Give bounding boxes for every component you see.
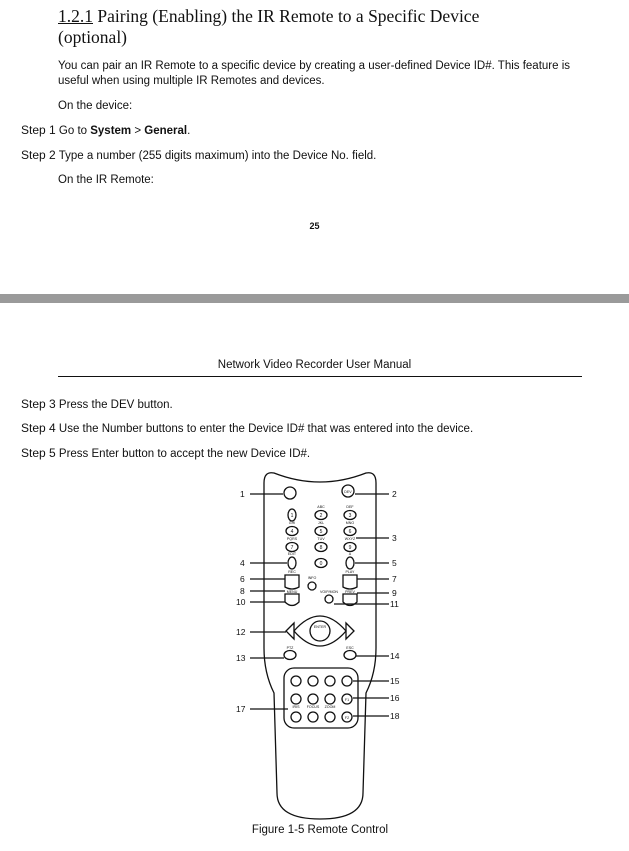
callout-2: 2	[392, 489, 397, 499]
step-label: Step 2	[21, 148, 56, 162]
step-4-text: Use the Number buttons to enter the Device ID# that was entered into the device.	[58, 423, 474, 435]
enter-button	[310, 621, 330, 641]
play-button	[343, 575, 357, 589]
callout-7: 7	[392, 574, 397, 584]
rec-key-label: REC	[288, 570, 296, 574]
step-1	[21, 123, 611, 139]
menu-general: General	[144, 125, 188, 137]
running-header: Network Video Recorder User Manual	[217, 359, 412, 371]
prev-key-label: PREV	[345, 590, 355, 594]
info-key-label: INFO	[307, 576, 317, 580]
pqrs-key-label: PQRS	[286, 537, 298, 541]
menu-key-label: MENU	[286, 590, 298, 594]
step-label: Step 3	[21, 397, 56, 411]
rec-button	[285, 575, 299, 589]
zoom-key-label: ZOOM	[324, 705, 336, 709]
menu-separator: >	[131, 125, 145, 137]
page-25	[0, 0, 629, 294]
menu-button	[285, 594, 299, 606]
tuv-key-label: TUV	[317, 537, 325, 541]
a-button	[346, 557, 354, 569]
menu-system: System	[90, 125, 132, 137]
intro-line-2: useful when using multiple IR Remotes and devices.	[58, 75, 325, 87]
step-1-text: Go to	[58, 125, 91, 137]
step-2	[21, 148, 611, 164]
callout-11: 11	[390, 599, 399, 609]
digit-1-label: 1	[290, 513, 294, 519]
wxyz-key-label: WXYZ	[344, 537, 356, 541]
digit-5-label: 5	[319, 529, 323, 535]
dev-key-label: DEV	[344, 490, 352, 494]
callout-4: 4	[240, 558, 245, 568]
esc-key-label: ESC	[346, 646, 354, 650]
intro-paragraph	[58, 59, 588, 89]
section-title-text: Pairing (Enabling) the IR Remote to a Specific Device	[97, 6, 480, 26]
digit-8-label: 8	[319, 545, 323, 551]
play-key-label: PLAY	[345, 570, 355, 574]
info-button	[308, 582, 316, 590]
page-separator	[0, 294, 629, 303]
callout-3: 3	[392, 533, 397, 543]
ptz-button	[284, 651, 296, 660]
callout-9: 9	[392, 588, 397, 598]
function-keys	[291, 676, 352, 722]
callout-14: 14	[390, 651, 400, 661]
iris-key-label: IRIS	[292, 705, 300, 709]
abc-key-label: ABC	[317, 505, 325, 509]
callout-10: 10	[236, 597, 246, 607]
remote-control-figure	[226, 463, 416, 831]
digit-7-label: 7	[290, 545, 294, 551]
header-rule	[58, 376, 582, 377]
callout-15: 15	[390, 676, 400, 686]
ptz-key-label: PTZ	[286, 646, 294, 650]
power-button	[284, 487, 296, 499]
step-label: Step 1	[21, 123, 56, 137]
step-5-text: Press Enter button to accept the new Device ID#.	[58, 448, 311, 460]
remote-control-drawing	[226, 463, 416, 831]
step-3	[21, 397, 611, 413]
section-number: 1.2.1	[58, 6, 93, 26]
digit-2-label: 2	[319, 513, 323, 519]
callout-8: 8	[240, 586, 245, 596]
step-5	[21, 446, 611, 462]
callout-1: 1	[240, 489, 245, 499]
edit-button	[288, 557, 296, 569]
edit-key-label: EDIT	[287, 552, 297, 556]
a-key-label: A	[348, 552, 352, 556]
voip-button	[325, 595, 333, 603]
left-arrow-icon	[286, 623, 294, 639]
intro-line-1: You can pair an IR Remote to a specific device by creating a user-defined Device ID#. This feature is	[58, 60, 571, 72]
page-26	[0, 303, 629, 851]
callout-17: 17	[236, 704, 246, 714]
step-4	[21, 421, 611, 437]
jkl-key-label: JKL	[317, 521, 325, 525]
right-arrow-icon	[346, 623, 354, 639]
on-device-label: On the device:	[58, 100, 133, 112]
callout-16: 16	[390, 693, 400, 703]
esc-button	[344, 651, 356, 660]
callout-18: 18	[390, 711, 400, 721]
f1-key-label: F1	[344, 698, 350, 702]
digit-9-label: 9	[348, 545, 352, 551]
enter-key-label: ENTER	[313, 625, 327, 629]
on-remote-label: On the IR Remote:	[58, 174, 154, 186]
mno-key-label: MNO	[345, 521, 355, 525]
voip-key-label: VOIP/MON	[320, 590, 338, 594]
focus-key-label: FOCUS	[306, 705, 320, 709]
figure-caption: Figure 1-5 Remote Control	[251, 824, 389, 836]
step-1-end: .	[187, 125, 191, 137]
digit-4-label: 4	[290, 529, 294, 535]
callout-13: 13	[236, 653, 246, 663]
digit-0-label: 0	[319, 561, 323, 567]
callout-12: 12	[236, 627, 246, 637]
digit-3-label: 3	[348, 513, 352, 519]
step-label: Step 5	[21, 446, 56, 460]
step-label: Step 4	[21, 421, 56, 435]
ghi-key-label: GHI	[288, 521, 296, 525]
step-3-text: Press the DEV button.	[58, 399, 173, 411]
digit-6-label: 6	[348, 529, 352, 535]
callout-5: 5	[392, 558, 397, 568]
section-heading	[58, 6, 578, 48]
callout-6: 6	[240, 574, 245, 584]
f2-key-label: F2	[344, 716, 350, 720]
step-2-text: Type a number (255 digits maximum) into the Device No. field.	[58, 150, 377, 162]
section-title-line2: (optional)	[58, 27, 128, 47]
page-number: 25	[309, 221, 320, 231]
callout-lines-left	[250, 494, 288, 709]
def-key-label: DEF	[346, 505, 354, 509]
